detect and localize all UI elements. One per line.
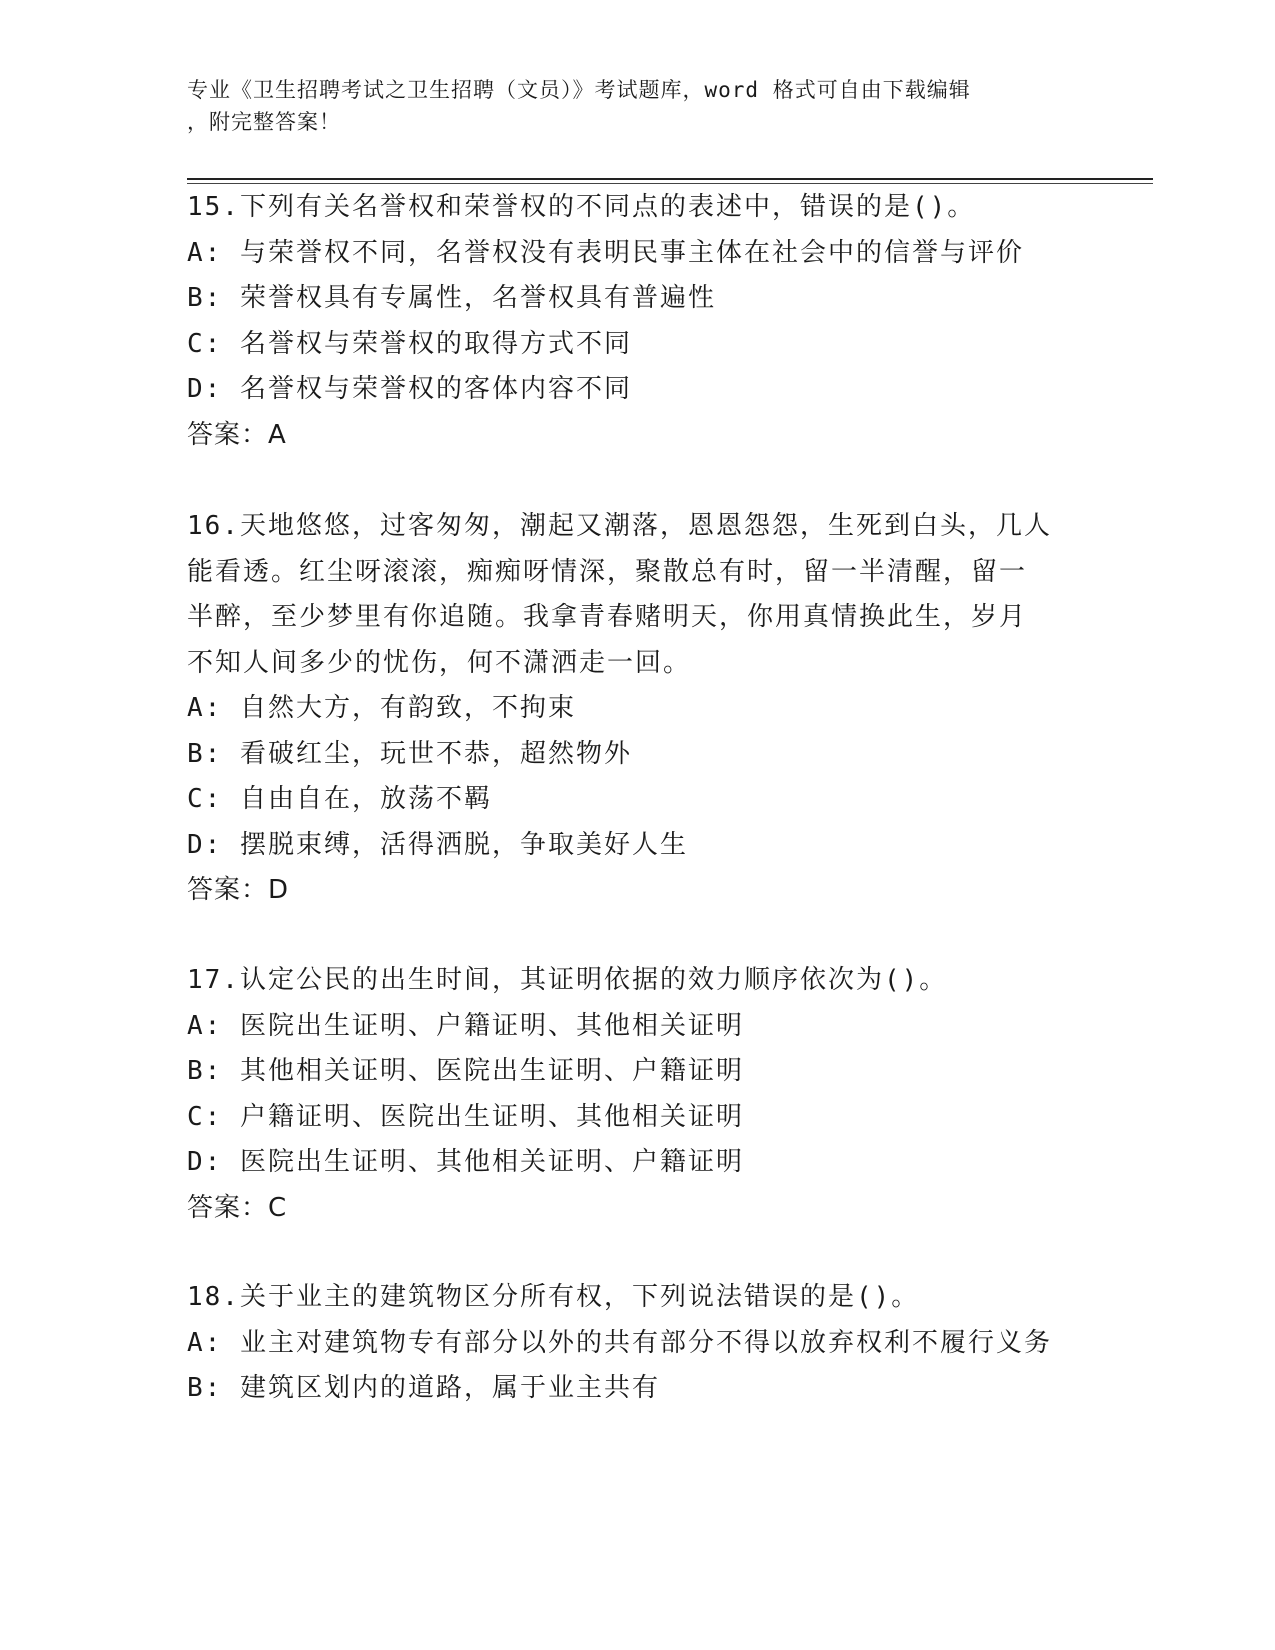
question-text-line: 半醉，至少梦里有你追随。我拿青春赌明天，你用真情换此生，岁月 — [187, 602, 1028, 632]
option-d: D: 名誉权与荣誉权的客体内容不同 — [187, 374, 632, 404]
question-18 — [187, 1275, 1087, 1412]
option-c: C: 自由自在，放荡不羁 — [187, 784, 492, 814]
question-text: 17.认定公民的出生时间，其证明依据的效力顺序依次为()。 — [187, 965, 948, 995]
question-text: 18.关于业主的建筑物区分所有权，下列说法错误的是()。 — [187, 1282, 920, 1312]
option-a: A: 医院出生证明、户籍证明、其他相关证明 — [187, 1010, 744, 1041]
question-15 — [187, 185, 1087, 458]
answer: 答案：D — [187, 875, 290, 905]
option-b: B: 看破红尘，玩世不恭，超然物外 — [187, 738, 632, 769]
question-text-line: 能看透。红尘呀滚滚，痴痴呀情深，聚散总有时，留一半清醒，留一 — [187, 556, 1028, 587]
question-text-line: 16.天地悠悠，过客匆匆，潮起又潮落，恩恩怨怨，生死到白头，几人 — [187, 511, 1052, 541]
option-d: D: 摆脱束缚，活得洒脱，争取美好人生 — [187, 829, 688, 860]
option-c: C: 户籍证明、医院出生证明、其他相关证明 — [187, 1101, 744, 1132]
document-header — [187, 74, 1087, 138]
option-a: A: 业主对建筑物专有部分以外的共有部分不得以放弃权利不履行义务 — [187, 1327, 1052, 1358]
header-divider-thick — [187, 178, 1153, 180]
option-b: B: 建筑区划内的道路，属于业主共有 — [187, 1373, 660, 1403]
question-text: 15.下列有关名誉权和荣誉权的不同点的表述中，错误的是()。 — [187, 192, 976, 222]
option-a: A: 自然大方，有韵致，不拘束 — [187, 693, 576, 723]
header-divider-thin — [187, 183, 1153, 184]
header-line-1: 专业《卫生招聘考试之卫生招聘（文员）》考试题库，word 格式可自由下载编辑 — [187, 78, 971, 102]
option-d: D: 医院出生证明、其他相关证明、户籍证明 — [187, 1147, 744, 1177]
question-text-line: 不知人间多少的忧伤，何不潇洒走一回。 — [187, 647, 692, 678]
answer: 答案：A — [187, 419, 287, 450]
option-b: B: 荣誉权具有专属性，名誉权具有普遍性 — [187, 283, 716, 313]
answer: 答案：C — [187, 1192, 288, 1223]
option-b: B: 其他相关证明、医院出生证明、户籍证明 — [187, 1056, 744, 1086]
option-a: A: 与荣誉权不同，名誉权没有表明民事主体在社会中的信誉与评价 — [187, 237, 1024, 268]
question-17 — [187, 958, 1087, 1231]
option-c: C: 名誉权与荣誉权的取得方式不同 — [187, 328, 632, 359]
header-line-2: ，附完整答案！ — [187, 110, 341, 134]
question-16 — [187, 504, 1087, 914]
